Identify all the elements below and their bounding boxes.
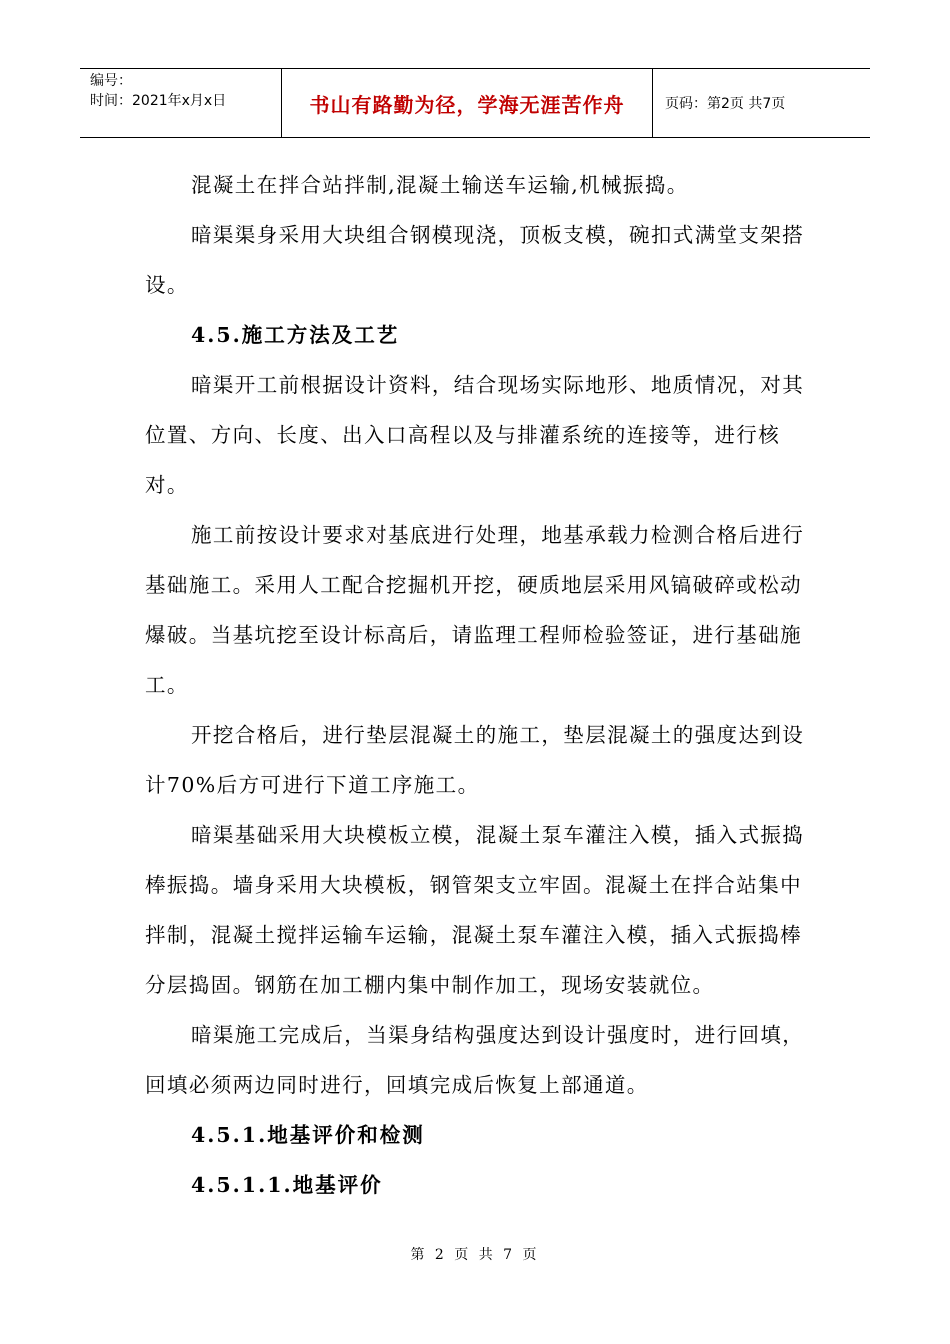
document-number-label: 编号： [90, 73, 132, 89]
page-header [80, 68, 870, 138]
body-paragraph: 暗渠施工完成后，当渠身结构强度达到设计强度时，进行回填，回填必须两边同时进行，回填完成后恢复上部通道。 [145, 1023, 805, 1097]
page-footer: 第 2 页 共 7 页 [410, 1247, 540, 1263]
body-paragraph: 施工前按设计要求对基底进行处理，地基承载力检测合格后进行基础施工。采用人工配合挖掘机开挖，硬质地层采用风镐破碎或松动爆破。当基坑挖至设计标高后，请监理工程师检验签证，进行基础施工。 [145, 523, 805, 697]
body-paragraph: 暗渠开工前根据设计资料，结合现场实际地形、地质情况，对其位置、方向、长度、出入口高程以及与排灌系统的连接等，进行核对。 [145, 373, 805, 497]
section-heading: 4.5.1.地基评价和检测 [191, 1123, 425, 1147]
document-body [145, 160, 810, 1210]
header-page-info: 页码：第2页 共7页 [665, 96, 786, 112]
body-paragraph: 开挖合格后，进行垫层混凝土的施工，垫层混凝土的强度达到设计70%后方可进行下道工序施工。 [145, 723, 805, 797]
header-meta [80, 69, 281, 137]
body-paragraph: 暗渠基础采用大块模板立模，混凝土泵车灌注入模，插入式振捣棒振捣。墙身采用大块模板，钢管架支立牢固。混凝土在拌合站集中拌制，混凝土搅拌运输车运输，混凝土泵车灌注入模，插入式振捣棒分层捣固。钢筋在加工棚内集中制作加工，现场安装就位。 [145, 823, 805, 997]
header-motto: 书山有路勤为径，学海无涯苦作舟 [281, 69, 653, 137]
section-heading: 4.5.施工方法及工艺 [191, 323, 400, 347]
section-heading: 4.5.1.1.地基评价 [191, 1173, 383, 1197]
document-time-label: 时间：2021年x月x日 [90, 93, 227, 109]
body-paragraph: 暗渠渠身采用大块组合钢模现浇，顶板支模，碗扣式满堂支架搭设。 [145, 223, 805, 297]
body-paragraph: 混凝土在拌合站拌制,混凝土输送车运输,机械振捣。 [191, 173, 689, 197]
